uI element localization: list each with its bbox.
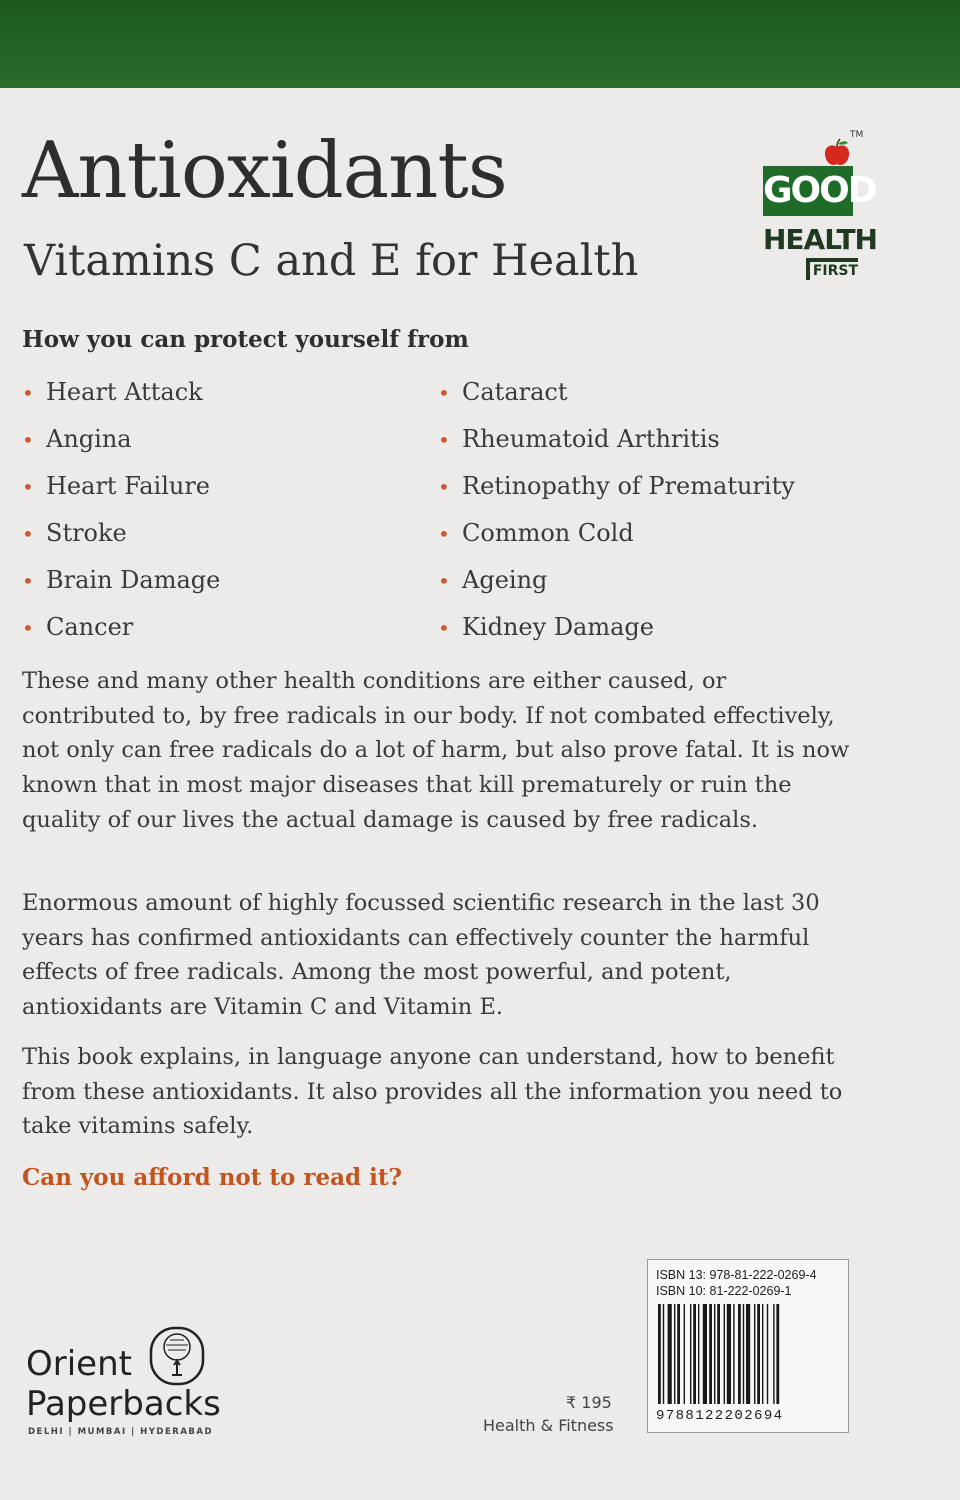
bullet-icon: •: [22, 569, 34, 593]
list-item-label: Heart Attack: [46, 378, 203, 406]
bullet-icon: •: [438, 616, 450, 640]
list-item-label: Rheumatoid Arthritis: [462, 425, 720, 453]
list-item: [22, 376, 220, 423]
barcode-image: [656, 1304, 840, 1410]
publisher-name-line1: Orient: [26, 1344, 132, 1384]
description-paragraph-2: Enormous amount of highly focussed scientific research in the last 30 years has confirmed antioxidants can effectively counter the harmful effects of free radicals. Among the most powerful, and potent, antioxidants are Vitamin C and Vitamin E.: [22, 890, 820, 1021]
publisher-name-line2: Paperbacks: [26, 1384, 221, 1424]
logo-first-text: FIRST: [806, 258, 858, 280]
list-item: [438, 376, 795, 423]
bullet-icon: •: [22, 381, 34, 405]
isbn10-label: ISBN 10: 81-222-0269-1: [656, 1284, 792, 1298]
barcode-panel: [647, 1259, 849, 1433]
list-item: [22, 564, 220, 611]
barcode-digits: 9788122202694: [656, 1408, 784, 1424]
list-item: [22, 423, 220, 470]
genre-label: Health & Fitness: [483, 1416, 614, 1435]
bullet-icon: •: [438, 381, 450, 405]
logo-health-text: HEALTH: [763, 223, 877, 256]
list-item-label: Retinopathy of Prematurity: [462, 472, 795, 500]
list-item-label: Heart Failure: [46, 472, 211, 500]
good-health-first-logo: [760, 130, 877, 280]
tree-icon: [148, 1325, 206, 1387]
list-item-label: Kidney Damage: [462, 613, 654, 641]
bullet-icon: •: [22, 616, 34, 640]
list-item: [438, 564, 795, 611]
bullet-icon: •: [22, 522, 34, 546]
call-to-action: Can you afford not to read it?: [22, 1164, 402, 1191]
description-paragraph-3: This book explains, in language anyone can understand, how to benefit from these antioxidants. It also provides all the information you need to take vitamins safely.: [22, 1044, 843, 1140]
conditions-list-right: [438, 376, 795, 658]
trademark-mark: TM: [850, 130, 864, 140]
conditions-list-left: [22, 376, 220, 658]
publisher-cities: DELHI | MUMBAI | HYDERABAD: [28, 1427, 214, 1437]
list-item-label: Angina: [46, 425, 132, 453]
description-paragraph-1: These and many other health conditions are either caused, or contributed to, by free radicals in our body. If not combated effectively, not only can free radicals do a lot of harm, but also prove fatal. It is now known that in most major diseases that kill prematurely or ruin the quality of our lives the actual damage is caused by free radicals.: [22, 668, 850, 833]
list-item: [438, 423, 795, 470]
logo-good-text: GOOD: [763, 166, 853, 216]
list-item-label: Brain Damage: [46, 566, 221, 594]
list-item-label: Cancer: [46, 613, 134, 641]
apple-icon: [822, 138, 852, 168]
book-title: Antioxidants: [22, 126, 507, 216]
list-item-label: Ageing: [462, 566, 548, 594]
bullet-icon: •: [22, 475, 34, 499]
list-item: [22, 470, 220, 517]
list-item-label: Cataract: [462, 378, 568, 406]
list-item: [438, 611, 795, 658]
price-label: ₹ 195: [566, 1393, 612, 1412]
bullet-icon: •: [438, 428, 450, 452]
list-item-label: Stroke: [46, 519, 127, 547]
publisher-logo: [26, 1325, 236, 1440]
top-color-band: [0, 0, 960, 88]
list-item: [22, 611, 220, 658]
intro-heading: How you can protect yourself from: [22, 326, 469, 353]
list-item: [438, 470, 795, 517]
list-item: [438, 517, 795, 564]
bullet-icon: •: [22, 428, 34, 452]
list-item-label: Common Cold: [462, 519, 634, 547]
bullet-icon: •: [438, 475, 450, 499]
book-subtitle: Vitamins C and E for Health: [24, 236, 639, 286]
bullet-icon: •: [438, 569, 450, 593]
bullet-icon: •: [438, 522, 450, 546]
isbn13-label: ISBN 13: 978-81-222-0269-4: [656, 1268, 817, 1282]
list-item: [22, 517, 220, 564]
